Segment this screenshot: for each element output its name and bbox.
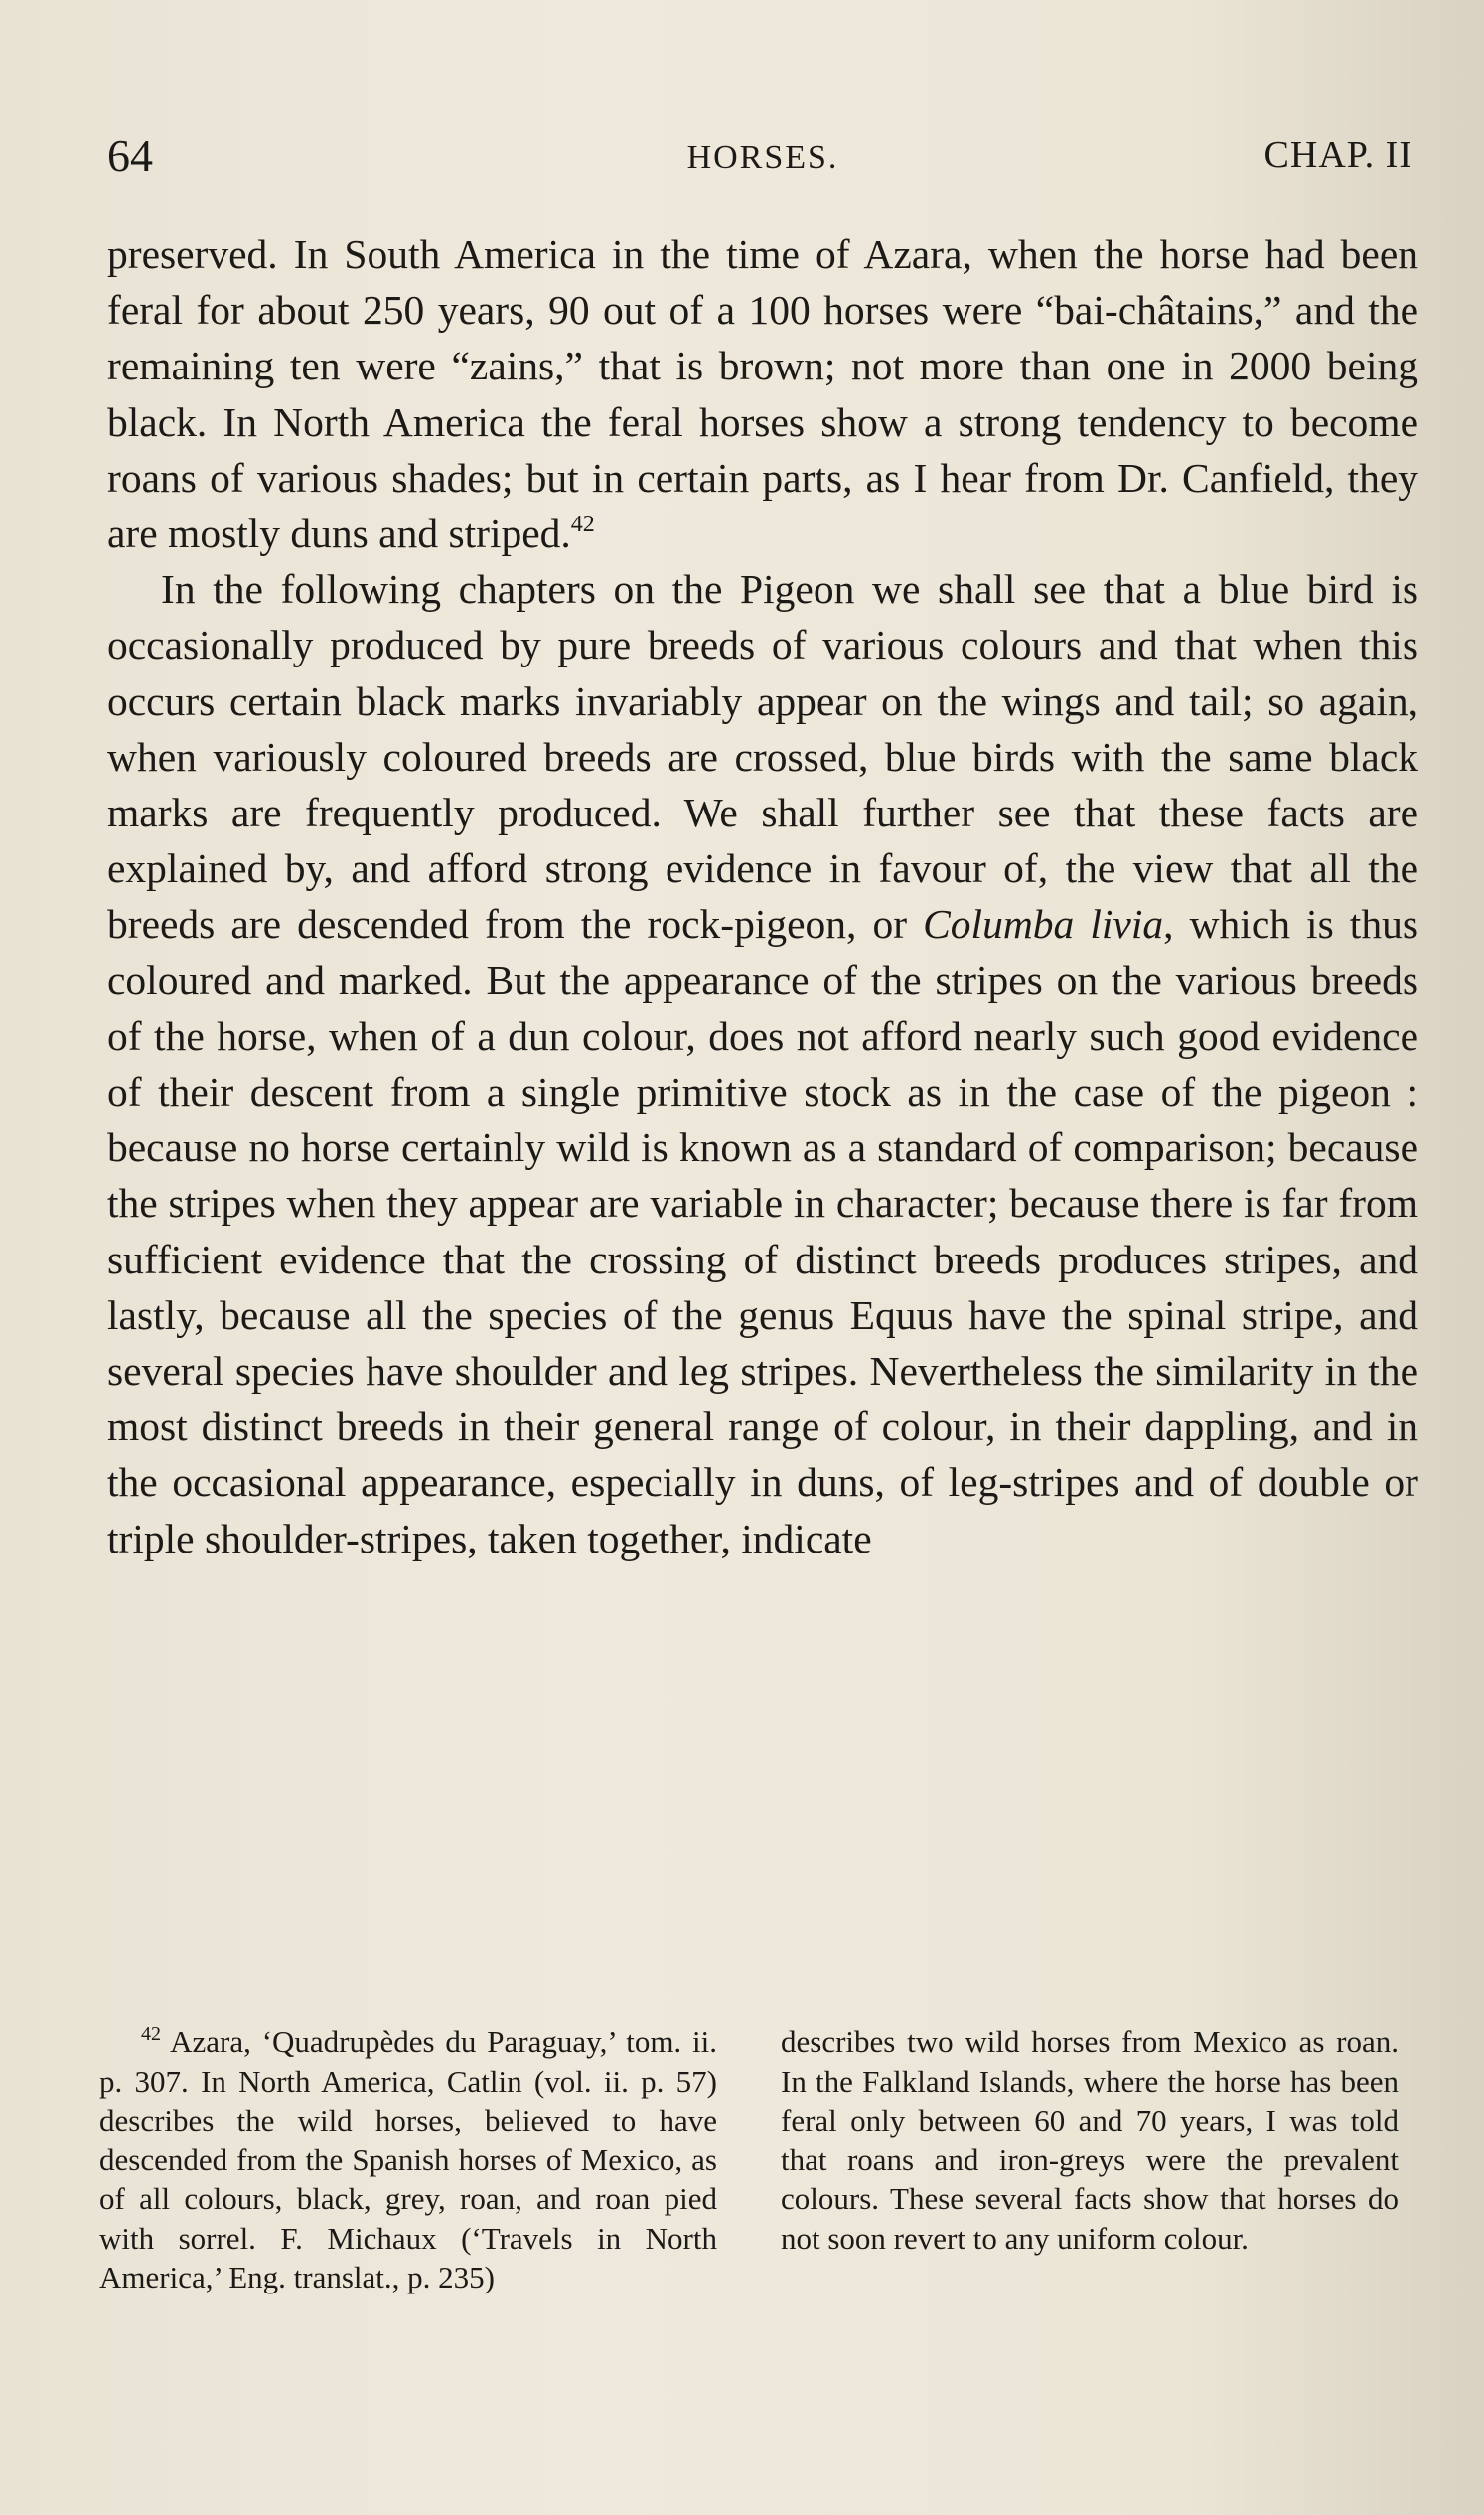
chapter-label: CHAP. II bbox=[1263, 134, 1412, 176]
footnote-number: 42 bbox=[141, 2023, 161, 2045]
paragraph-2-text-a: In the following chapters on the Pigeon we shall see that a blue bird is occasionally produced by pure breeds of various colours and that when this occurs certain black marks invariably appear on the wings and tail; so again, when variously coloured breeds are crossed, blue birds with the same black marks are frequently produced. We shall further see that these facts are explained by, and afford strong evidence in favour of, the view that all the breeds are descended from the rock-pigeon, or bbox=[107, 566, 1418, 948]
paragraph-1 bbox=[107, 226, 1418, 561]
paragraph-2-text-b: , which is thus coloured and marked. But the appearance of the stripes on the various breeds of the horse, when of a dun colour, does not afford nearly such good evidence of their descent from a single primitive stock as in the case of the pigeon : because no horse certainly wild is known as a standard of comparison; because the stripes when they appear are variable in character; because there is far from sufficient evidence that the crossing of distinct breeds produces stripes, and lastly, because all the species of the genus Equus have the spinal stripe, and several species have shoulder and leg stripes. Nevertheless the similarity in the most distinct breeds in their general range of colour, in their dappling, and in the occasional appearance, especially in duns, of leg-stripes and of double or triple shoulder-stripes, taken together, indicate bbox=[107, 901, 1418, 1561]
page-number: 64 bbox=[107, 130, 153, 181]
footnote-ref: 42 bbox=[570, 512, 595, 538]
body-text bbox=[107, 226, 1418, 1566]
page-header bbox=[107, 129, 1418, 189]
footnote-right-column: describes two wild horses from Mexico as roan. In the Falkland Islands, where the horse has been feral only between 60 and 70 years, I was told that roans and iron-greys were the prevalent colours. These several facts show that horses do not soon revert to any uniform colour. bbox=[781, 2024, 1399, 2256]
footnote-left-text: Azara, ‘Quadrupèdes du Paraguay,’ tom. ii. p. 307. In North America, Catlin (vol. ii. p. 57) describes the wild horses, believed to have descended from the Spanish horses of Mexico, as of all colours, black, grey, roan, and roan pied with sorrel. F. Michaux (‘Travels in North America,’ Eng. translat., p. 235) bbox=[99, 2024, 717, 2294]
footnote-left-column bbox=[99, 2022, 717, 2297]
paragraph-1-text: preserved. In South America in the time of Azara, when the horse had been feral for about 250 years, 90 out of a 100 horses were “bai-châtains,” and the remaining ten were “zains,” that is brown; not more than one in 2000 being black. In North America the feral horses show a strong tendency to become roans of various shades; but in certain parts, as I hear from Dr. Canfield, they are mostly duns and striped. bbox=[107, 231, 1418, 557]
paragraph-2 bbox=[107, 561, 1418, 1566]
species-name: Columba livia bbox=[923, 901, 1164, 948]
running-title: HORSES. bbox=[686, 139, 839, 176]
footnotes bbox=[99, 2022, 1410, 2380]
